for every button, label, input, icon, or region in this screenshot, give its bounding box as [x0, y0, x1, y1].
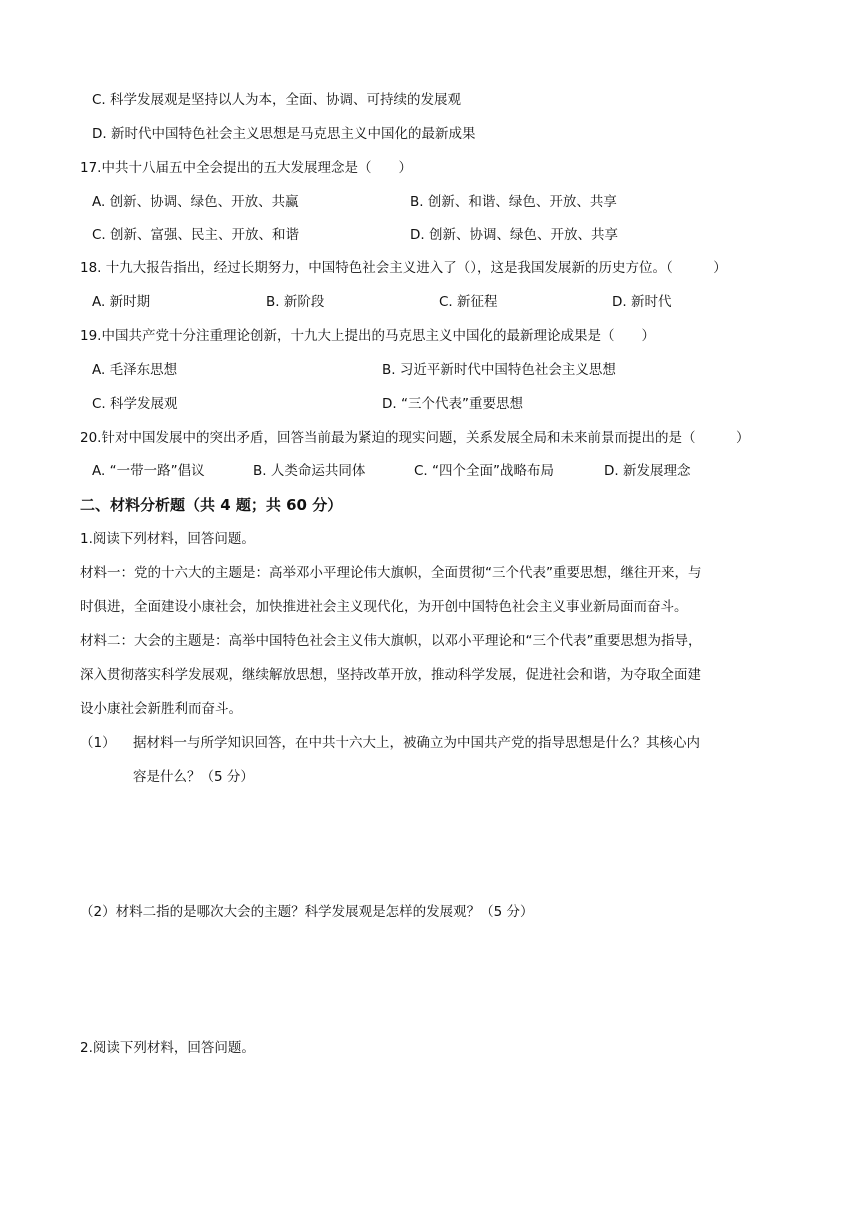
material-2-line-3: 设小康社会新胜利而奋斗。	[80, 701, 242, 717]
section-2-title: 二、材料分析题（共 4 题；共 60 分）	[80, 496, 343, 514]
q20-option-d: D. 新发展理念	[604, 463, 691, 479]
q19-option-b: B. 习近平新时代中国特色社会主义思想	[382, 362, 616, 378]
q17-option-d: D. 创新、协调、绿色、开放、共享	[410, 227, 618, 243]
q18-option-b: B. 新阶段	[266, 294, 325, 310]
material-q1-intro: 1.阅读下列材料，回答问题。	[80, 531, 255, 547]
q17-option-c: C. 创新、富强、民主、开放、和谐	[92, 227, 300, 243]
material-1-line-2: 时俱进，全面建设小康社会，加快推进社会主义现代化，为开创中国特色社会主义事业新局面而奋斗。	[80, 599, 688, 615]
material-q2-intro: 2.阅读下列材料，回答问题。	[80, 1040, 255, 1056]
q20-stem: 20.针对中国发展中的突出矛盾，回答当前最为紧迫的现实问题，关系发展全局和未来前景而提出的是（ ）	[80, 430, 750, 446]
q20-option-c: C. “四个全面”战略布局	[414, 463, 554, 479]
q16-option-d: D. 新时代中国特色社会主义思想是马克思主义中国化的最新成果	[92, 126, 476, 142]
sub-question-2: （2）材料二指的是哪次大会的主题？科学发展观是怎样的发展观？（5 分）	[80, 904, 534, 920]
q17-option-b: B. 创新、和谐、绿色、开放、共享	[410, 194, 617, 210]
sub-question-1-line-1: 据材料一与所学知识回答，在中共十六大上，被确立为中国共产党的指导思想是什么？其核心内	[133, 735, 700, 751]
q18-option-d: D. 新时代	[612, 294, 672, 310]
q16-option-c: C. 科学发展观是坚持以人为本，全面、协调、可持续的发展观	[92, 92, 462, 108]
q20-option-b: B. 人类命运共同体	[253, 463, 366, 479]
material-2-line-2: 深入贯彻落实科学发展观，继续解放思想，坚持改革开放，推动科学发展，促进社会和谐，为夺取全面建	[80, 667, 701, 683]
q18-option-c: C. 新征程	[439, 294, 498, 310]
sub-question-1-line-2: 容是什么？（5 分）	[133, 769, 254, 785]
q20-option-a: A. “一带一路”倡议	[92, 463, 205, 479]
material-1-line-1: 材料一：党的十六大的主题是：高举邓小平理论伟大旗帜，全面贯彻“三个代表”重要思想，继往开来，与	[80, 565, 702, 581]
q17-option-a: A. 创新、协调、绿色、开放、共赢	[92, 194, 299, 210]
q19-stem: 19.中国共产党十分注重理论创新，十九大上提出的马克思主义中国化的最新理论成果是（ ）	[80, 328, 655, 344]
q19-option-a: A. 毛泽东思想	[92, 362, 178, 378]
q18-option-a: A. 新时期	[92, 294, 151, 310]
sub-question-1-number: （1）	[80, 735, 116, 751]
q18-stem: 18. 十九大报告指出，经过长期努力，中国特色社会主义进入了（），这是我国发展新的历史方位。（ ）	[80, 260, 727, 276]
q19-option-d: D. “三个代表”重要思想	[382, 396, 523, 412]
material-2-line-1: 材料二：大会的主题是：高举中国特色社会主义伟大旗帜，以邓小平理论和“三个代表”重要思想为指导，	[80, 633, 702, 649]
q19-option-c: C. 科学发展观	[92, 396, 178, 412]
q17-stem: 17.中共十八届五中全会提出的五大发展理念是（ ）	[80, 160, 412, 176]
